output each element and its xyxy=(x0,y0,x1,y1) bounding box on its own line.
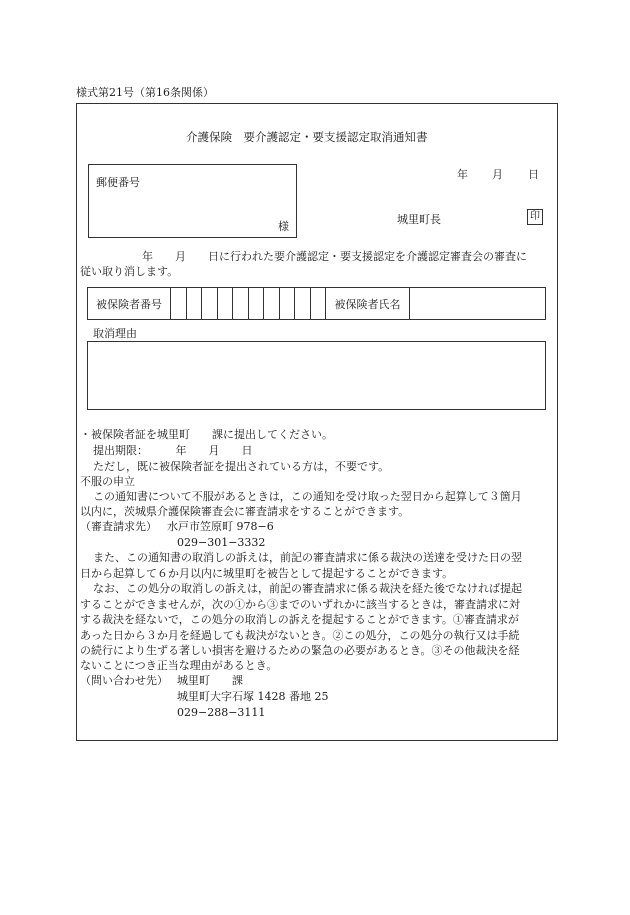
postal-label: 郵便番号 xyxy=(96,176,140,189)
contact-tel: 029−288−3111 xyxy=(177,706,266,719)
intro-line1: 年 月 日に行われた要介護認定・要支援認定を介護認定審査会の審査に xyxy=(142,250,527,263)
already-submitted-note: ただし，既に被保険者証を提出されている方は，不要です。 xyxy=(93,460,390,473)
insured-number-digit[interactable] xyxy=(280,288,296,319)
insured-number-digit[interactable] xyxy=(202,288,218,319)
request-label: （審査請求先） xyxy=(80,520,157,533)
insured-number-digit[interactable] xyxy=(171,288,187,319)
sama-label: 様 xyxy=(278,220,289,233)
recipient-box xyxy=(88,164,297,238)
request-tel: 029−301−3332 xyxy=(177,536,266,549)
appeal-p3-line6: ないことにつき正当な理由があるとき。 xyxy=(80,659,278,672)
insured-number-digit[interactable] xyxy=(295,288,311,319)
appeal-p2-line1: また、この通知書の取消しの訴えは，前記の審査請求に係る裁決の送達を受けた日の翌 xyxy=(93,551,522,564)
insured-number-digit[interactable] xyxy=(218,288,234,319)
appeal-p2-line2: 日から起算して６か月以内に城里町を被告として提起することができます。 xyxy=(80,567,454,580)
insured-table xyxy=(87,287,546,320)
reason-box[interactable] xyxy=(87,341,546,410)
contact-address: 城里町大字石塚 1428 番地 25 xyxy=(177,690,329,703)
appeal-p1-line1: この通知書について不服があるときは，この通知を受け取った翌日から起算して３箇月 xyxy=(93,490,522,503)
appeal-heading: 不服の申立 xyxy=(80,475,135,488)
insured-number-digit[interactable] xyxy=(187,288,203,319)
insured-number-label: 被保険者番号 xyxy=(88,288,171,319)
document-title: 介護保険 要介護認定・要支援認定取消通知書 xyxy=(186,130,428,144)
appeal-p1-line2: 以内に，茨城県介護保険審査会に審査請求をすることができます。 xyxy=(80,505,410,518)
insured-number-digit[interactable] xyxy=(264,288,280,319)
reason-label: 取消理由 xyxy=(93,327,137,340)
appeal-p3-line4: あった日から３か月を経過しても裁決がないとき。②この処分，この処分の執行又は手続 xyxy=(80,629,520,642)
request-address: 水戸市笠原町 978−6 xyxy=(167,520,274,533)
appeal-p3-line3: する裁決を経ないで，この処分の取消しの訴えを提起することができます。①審査請求が xyxy=(80,613,519,626)
issuer-name: 城里町長 xyxy=(397,213,441,226)
date-year: 年 xyxy=(457,168,468,181)
date-day: 日 xyxy=(528,168,539,181)
date-month: 月 xyxy=(492,168,503,181)
appeal-p3-line5: の続行により生ずる著しい損害を避けるための緊急の必要があるとき。③その他裁決を経 xyxy=(80,644,520,657)
insured-number-digit[interactable] xyxy=(249,288,265,319)
submit-deadline: 提出期限： 年 月 日 xyxy=(93,444,253,457)
intro-line2: 従い取り消します。 xyxy=(80,265,179,278)
contact-label: （問い合わせ先） xyxy=(80,674,168,687)
appeal-p3-line1: なお、この処分の取消しの訴えは，前記の審査請求に係る裁決を経た後でなければ提起 xyxy=(93,582,522,595)
seal-mark: 印 xyxy=(527,209,543,225)
insured-number-digit[interactable] xyxy=(311,288,327,319)
form-code: 様式第21号（第16条関係） xyxy=(76,86,214,99)
insured-name-field[interactable] xyxy=(410,288,545,319)
appeal-p3-line2: することができませんが，次の①から③までのいずれかに該当するときは，審査請求に対 xyxy=(80,598,520,611)
insured-name-label: 被保険者氏名 xyxy=(326,288,410,319)
insured-number-digit[interactable] xyxy=(233,288,249,319)
contact-office: 城里町 課 xyxy=(177,674,243,687)
submit-note: ・被保険者証を城里町 課に提出してください。 xyxy=(80,428,333,441)
